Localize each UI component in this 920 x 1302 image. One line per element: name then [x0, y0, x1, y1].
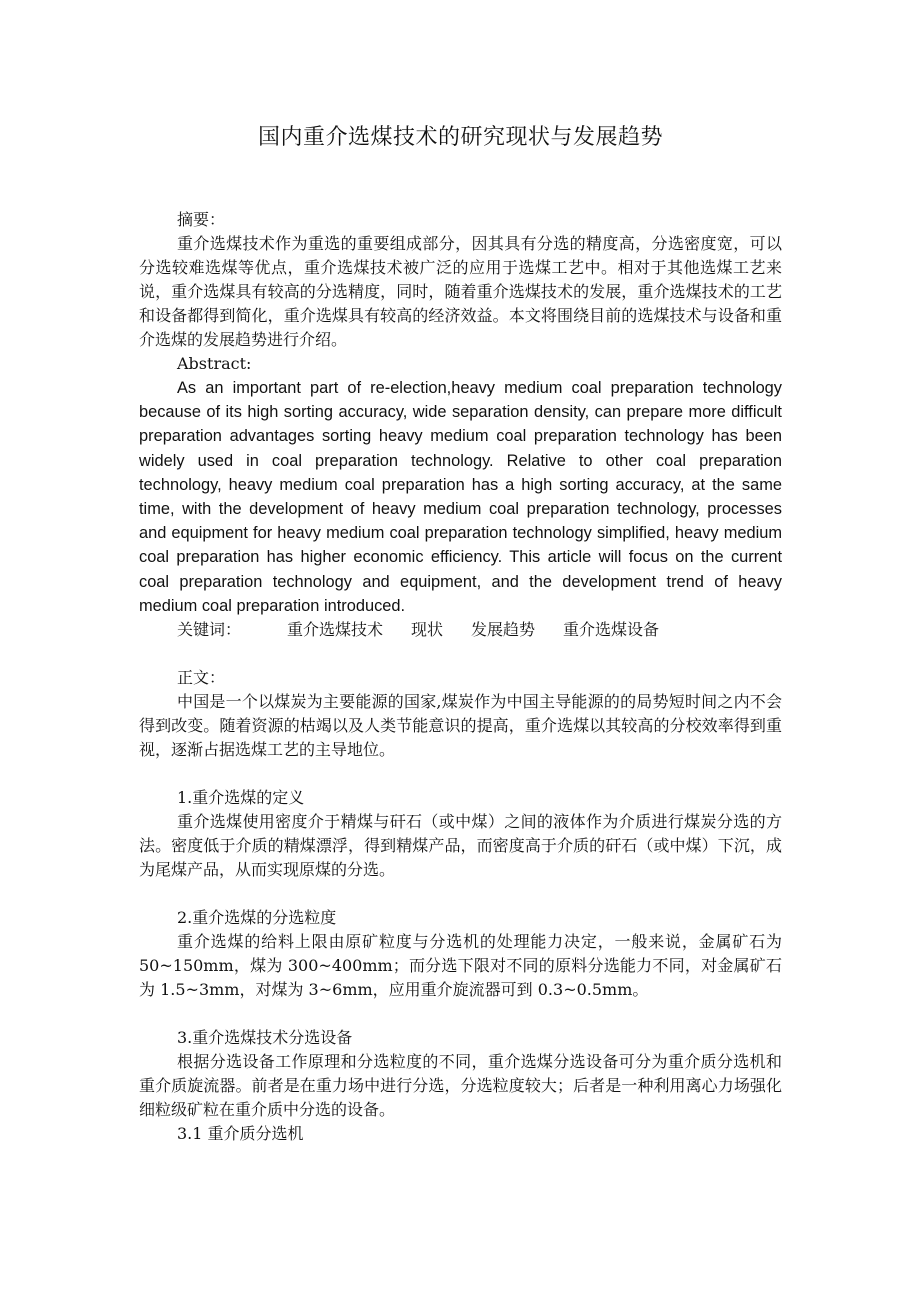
spacer	[139, 642, 782, 666]
document-title: 国内重介选煤技术的研究现状与发展趋势	[257, 125, 663, 150]
subsection-heading: 3.1 重介质分选机	[177, 1124, 304, 1144]
section-1-text: 重介选煤使用密度介于精煤与矸石（或中煤）之间的液体作为介质进行煤炭分选的方法。密度低于介质的精煤漂浮，得到精煤产品，而密度高于介质的矸石（或中煤）下沉，成为尾煤产品，从而实现原煤的分选。	[139, 812, 782, 880]
section-1-heading: 1.重介选煤的定义	[177, 788, 305, 808]
section-3-text: 根据分选设备工作原理和分选粒度的不同，重介选煤分选设备可分为重介质分选机和重介质旋流器。前者是在重力场中进行分选，分选粒度较大；后者是一种利用离心力场强化细粒级矿粒在重介质中分选的设备。	[139, 1052, 782, 1120]
section-2-heading: 2.重介选煤的分选粒度	[177, 908, 337, 928]
spacer	[139, 762, 782, 786]
keywords-row	[139, 618, 782, 642]
abstract-en-label: Abstract:	[177, 354, 252, 373]
spacer	[139, 1002, 782, 1026]
keyword-2: 现状	[411, 620, 444, 640]
abstract-zh-label: 摘要：	[177, 210, 226, 229]
intro-paragraph: 中国是一个以煤炭为主要能源的国家,煤炭作为中国主导能源的的局势短时间之内不会得到改变。随着资源的枯竭以及人类节能意识的提高，重介选煤以其较高的分校效率得到重视，逐渐占据选煤工艺的主导地位。	[139, 692, 782, 760]
keyword-1: 重介选煤技术	[287, 620, 384, 640]
keyword-3: 发展趋势	[471, 620, 536, 640]
abstract-en-text: As an important part of re-election,heavy medium coal preparation technology because of its high sorting accuracy, wide separation density, can prepare more difficult preparation advantages sorting heavy medium coal preparation technology has been widely used in coal preparation technology. Relative to other coal preparation technology, heavy medium coal preparation has a high sorting accuracy, at the same time, with the development of heavy medium coal preparation technology, processes and equipment for heavy medium coal preparation technology simplified, heavy medium coal preparation has higher economic efficiency. This article will focus on the current coal preparation technology and equipment, and the development trend of heavy medium coal preparation introduced.	[139, 379, 782, 615]
document-body	[139, 232, 782, 1146]
spacer	[139, 882, 782, 906]
section-2-text: 重介选煤的给料上限由原矿粒度与分选机的处理能力决定，一般来说，金属矿石为 50~150mm，煤为 300~400mm；而分选下限对不同的原料分选能力不同，对金属矿石为 1.5~3mm，对煤为 3~6mm，应用重介旋流器可到 0.3~0.5mm。	[139, 932, 782, 1000]
keyword-4: 重介选煤设备	[563, 620, 660, 640]
section-3-heading: 3.重介选煤技术分选设备	[177, 1028, 353, 1048]
abstract-zh-text: 重介选煤技术作为重选的重要组成部分，因其具有分选的精度高，分选密度宽，可以分选较难选煤等优点，重介选煤技术被广泛的应用于选煤工艺中。相对于其他选煤工艺来说，重介选煤具有较高的分选精度，同时，随着重介选煤技术的发展，重介选煤技术的工艺和设备都得到简化，重介选煤具有较高的经济效益。本文将围绕目前的选煤技术与设备和重介选煤的发展趋势进行介绍。	[139, 234, 782, 349]
main-label: 正文：	[177, 668, 226, 688]
keywords-label: 关键词：	[177, 620, 242, 640]
